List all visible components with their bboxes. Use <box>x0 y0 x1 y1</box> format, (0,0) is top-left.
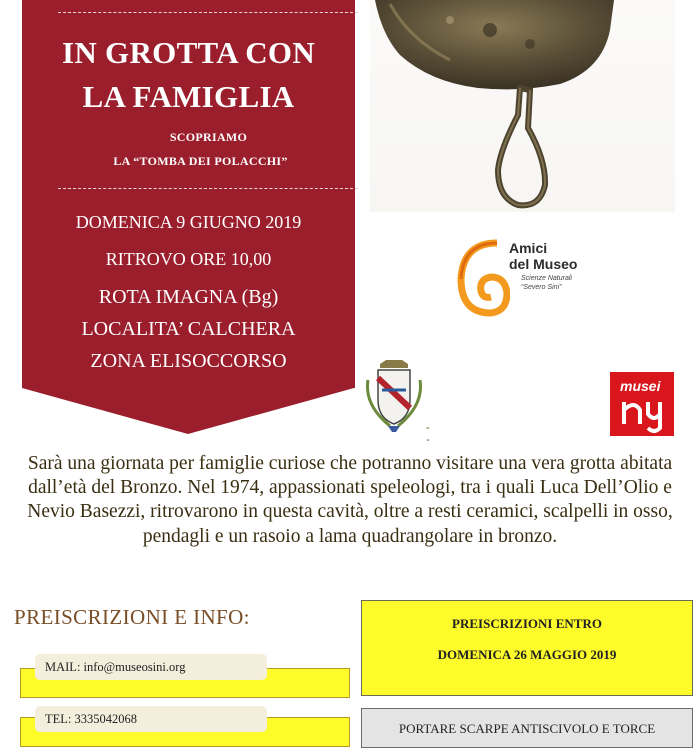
tel-contact: TEL: 3335042068 <box>35 706 267 732</box>
event-banner <box>22 0 355 388</box>
event-subtitle-line2: LA “TOMBA DEI POLACCHI” <box>113 154 288 168</box>
deadline-line2: DOMENICA 26 MAGGIO 2019 <box>437 647 617 662</box>
crest-mark: -- <box>426 422 430 446</box>
mail-contact: MAIL: info@museosini.org <box>35 654 267 680</box>
event-title-line1: IN GROTTA CON <box>61 35 316 70</box>
event-place-locality: LOCALITA’ CALCHERA <box>81 318 296 340</box>
event-place-zone: ZONA ELISOCCORSO <box>90 350 287 372</box>
musei-logo-label: musei <box>620 378 661 394</box>
amici-subtitle-line2: “Severo Sini” <box>521 284 562 291</box>
notice-text: PORTARE SCARPE ANTISCIVOLO E TORCE <box>398 721 656 736</box>
event-place-town: ROTA IMAGNA (Bg) <box>98 286 279 308</box>
notice-box <box>361 708 693 748</box>
amici-del-museo-logo <box>455 237 615 317</box>
amici-subtitle <box>521 274 572 292</box>
dashed-divider-bottom <box>58 188 358 189</box>
amici-title <box>509 240 577 272</box>
event-meeting-time: RITROVO ORE 10,00 <box>105 249 272 269</box>
deadline-line1: PREISCRIZIONI ENTRO <box>452 616 602 631</box>
dashed-divider-top <box>58 12 358 13</box>
deadline-box <box>361 600 693 696</box>
amici-title-line2: del Museo <box>509 256 578 272</box>
event-subtitle-line1: SCOPRIAMO <box>169 130 248 144</box>
event-description: Sarà una giornata per famiglie curiose che potranno visitare una vera grotta abitata dall’età del Bronzo. Nel 1974, appassionati speleologi, tra i quali Luca Dell’Olio e Nevio Basezzi, ritrovarono in questa cavità, oltre a resti ceramici, scalpelli in osso, pendagli e un rasoio a lama quadrangolare in bronzo. <box>27 453 673 547</box>
bronze-razor-photo <box>370 0 675 212</box>
musei-logo <box>610 372 674 436</box>
municipal-crest <box>360 360 430 446</box>
banner-arrow-tip <box>22 388 354 434</box>
amici-subtitle-line1: Scienze Naturali <box>521 275 572 282</box>
event-date: DOMENICA 9 GIUGNO 2019 <box>75 212 302 232</box>
event-title-line2: LA FAMIGLIA <box>82 79 295 114</box>
info-heading: PREISCRIZIONI E INFO: <box>14 605 250 629</box>
amici-title-line1: Amici <box>509 240 548 256</box>
